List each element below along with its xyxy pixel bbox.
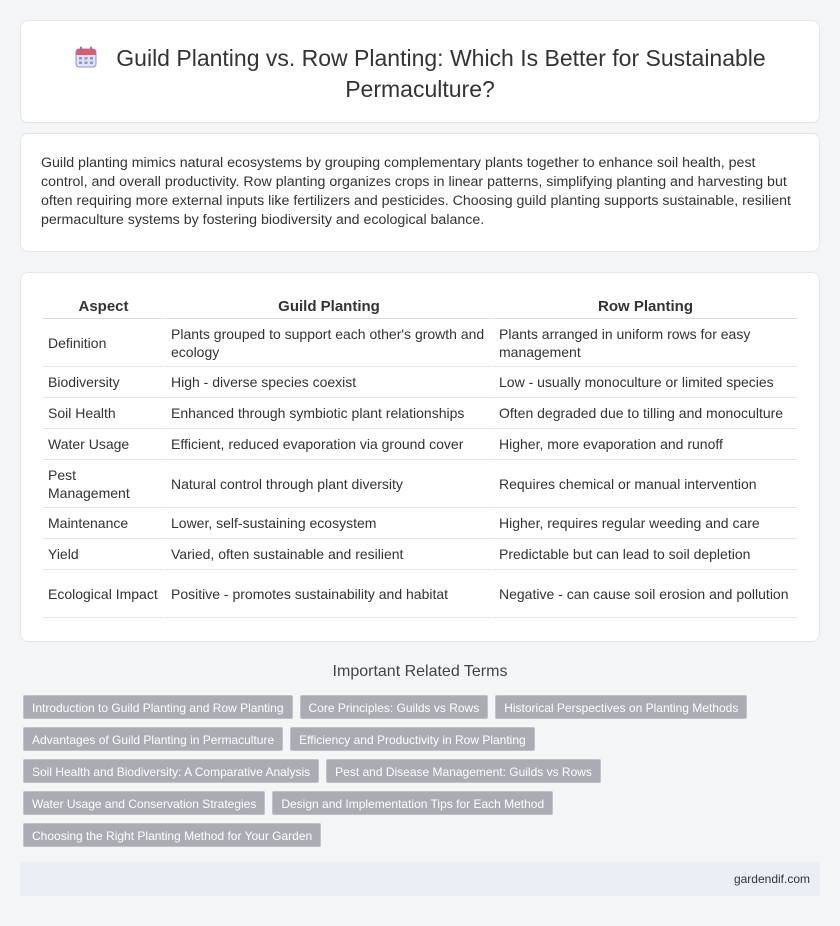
related-tag[interactable]: Efficiency and Productivity in Row Planting: [290, 727, 535, 751]
tag-row: [23, 727, 535, 751]
related-tag[interactable]: Soil Health and Biodiversity: A Comparative Analysis: [23, 759, 319, 783]
row-row: Often degraded due to tilling and monoculture: [492, 398, 797, 429]
row-row: Higher, more evaporation and runoff: [492, 429, 797, 460]
table-row: [43, 508, 797, 539]
related-tag[interactable]: Advantages of Guild Planting in Permaculture: [23, 727, 283, 751]
row-row: Higher, requires regular weeding and care: [492, 508, 797, 539]
intro-card: [20, 133, 820, 252]
table-row: [43, 429, 797, 460]
page-title: [51, 43, 789, 105]
footer-site[interactable]: gardendif.com: [733, 872, 810, 886]
row-aspect: Pest Management: [43, 460, 164, 508]
row-guild: Efficient, reduced evaporation via ground cover: [164, 429, 492, 460]
row-aspect: Definition: [43, 319, 164, 367]
title-line-1: Guild Planting vs. Row Planting: Which Is Better for Sustainable: [116, 45, 766, 71]
row-aspect: Yield: [43, 539, 164, 570]
table-row: [43, 398, 797, 429]
related-tag[interactable]: Introduction to Guild Planting and Row Planting: [23, 695, 293, 719]
related-tag[interactable]: Core Principles: Guilds vs Rows: [300, 695, 489, 719]
table-row: [43, 367, 797, 398]
related-tag[interactable]: Water Usage and Conservation Strategies: [23, 791, 265, 815]
title-line-2: Permaculture?: [345, 76, 495, 102]
intro-text: Guild planting mimics natural ecosystems by grouping complementary plants together to enhance soil health, pest control, and overall productivity. Row planting organizes crops in linear patterns, simplifying planting and harvesting but often requiring more external inputs like fertilizers and pesticides. Choosing guild planting supports sustainable, resilient permaculture systems by fostering biodiversity and ecological balance.: [41, 155, 791, 228]
row-aspect: Soil Health: [43, 398, 164, 429]
row-row: Predictable but can lead to soil depletion: [492, 539, 797, 570]
row-aspect: Maintenance: [43, 508, 164, 539]
table-row: [43, 460, 797, 508]
related-tag[interactable]: Choosing the Right Planting Method for Your Garden: [23, 823, 321, 847]
calendar-icon: [74, 45, 98, 69]
row-row: Plants arranged in uniform rows for easy management: [492, 319, 797, 367]
tag-row: [23, 791, 553, 815]
tag-row: [23, 759, 601, 783]
header-row: Row Planting: [492, 295, 797, 319]
header-aspect: Aspect: [43, 295, 164, 319]
row-guild: Lower, self-sustaining ecosystem: [164, 508, 492, 539]
row-guild: Varied, often sustainable and resilient: [164, 539, 492, 570]
row-aspect: Water Usage: [43, 429, 164, 460]
comparison-table: [43, 295, 797, 618]
footer: [20, 862, 820, 896]
related-tag[interactable]: Pest and Disease Management: Guilds vs Rows: [326, 759, 601, 783]
row-guild: High - diverse species coexist: [164, 367, 492, 398]
row-row: Negative - can cause soil erosion and pollution: [492, 570, 797, 618]
row-row: Requires chemical or manual intervention: [492, 460, 797, 508]
comparison-card: [20, 272, 820, 642]
row-guild: Plants grouped to support each other's growth and ecology: [164, 319, 492, 367]
table-row: [43, 570, 797, 618]
row-aspect: Ecological Impact: [43, 570, 164, 618]
row-guild: Positive - promotes sustainability and habitat: [164, 570, 492, 618]
row-guild: Natural control through plant diversity: [164, 460, 492, 508]
related-tag[interactable]: Design and Implementation Tips for Each Method: [272, 791, 553, 815]
tag-row: [23, 823, 321, 847]
title-card: [20, 20, 820, 123]
table-header-row: [43, 295, 797, 319]
table-row: [43, 319, 797, 367]
row-row: Low - usually monoculture or limited species: [492, 367, 797, 398]
row-aspect: Biodiversity: [43, 367, 164, 398]
related-terms-title: Important Related Terms: [332, 663, 508, 680]
header-guild: Guild Planting: [164, 295, 492, 319]
related-tag[interactable]: Historical Perspectives on Planting Methods: [495, 695, 747, 719]
tag-row: [23, 695, 747, 719]
table-row: [43, 539, 797, 570]
row-guild: Enhanced through symbiotic plant relationships: [164, 398, 492, 429]
